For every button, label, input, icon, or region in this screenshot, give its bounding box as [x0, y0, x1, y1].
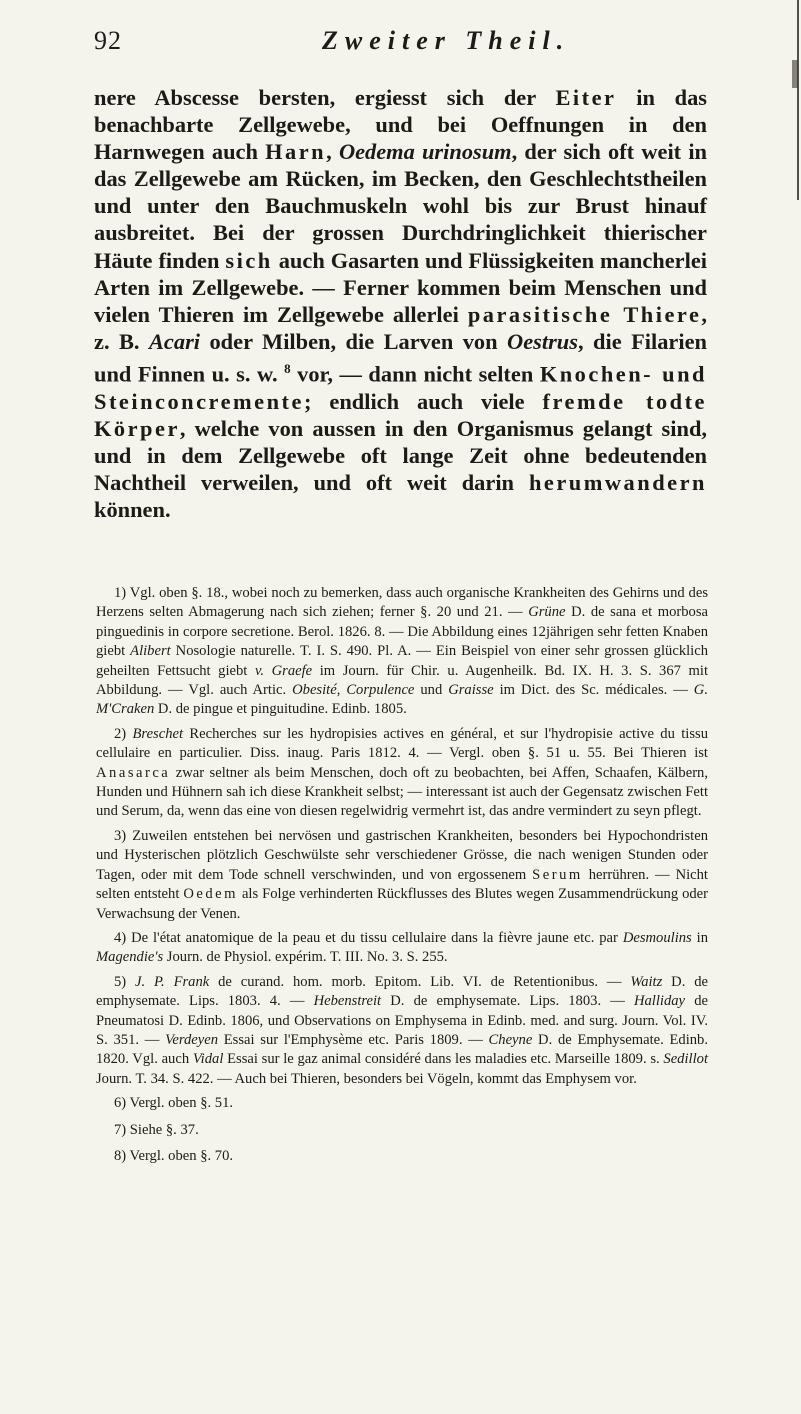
text-run: zwar seltner als beim Menschen, doch oft zu beobachten, bei Affen, Schaafen, Kälbern, Hunden und Hühnern sah ich diese Krankheit selbst; — interessant ist auch der Gegensatz zwischen Fett und Serum, da, wenn das eine von diesen regelwidrig vermehrt ist, das andre vermindert zu seyn pflegt. — [96, 764, 708, 820]
italic-term: Waitz — [630, 973, 663, 990]
italic-term: G. M'Craken — [96, 682, 708, 718]
footnotes — [96, 584, 708, 1173]
italic-term: Obesité — [292, 682, 337, 699]
text-run: 6) Vergl. oben §. 51. — [114, 1095, 234, 1112]
footnote — [96, 973, 708, 1089]
text-run: , — [336, 682, 347, 699]
text-run: 5) — [114, 973, 136, 990]
text-run: Essai sur le gaz animal considéré dans les maladies etc. Marseille 1809. s. — [223, 1051, 664, 1068]
italic-term: v. Graefe — [254, 662, 313, 679]
text-run: und — [414, 682, 449, 699]
text-run: Nosologie naturelle. T. I. S. 490. Pl. A. — Ein Beispiel von einer sehr grossen glücklich geheilten Fettsucht giebt — [96, 643, 708, 679]
page-edge-mark — [792, 60, 798, 88]
italic-term: Grüne — [528, 604, 566, 621]
text-run: 3) Zuweilen entstehen bei nervösen und gastrischen Krankheiten, besonders bei Hypochondristen und Hysterischen plötzlich Geschwülste sehr verschiedener Grösse, die nach wenigen Stunden oder Tagen, oder mit dem Tode schnell verschwinden, und von ergossenem — [96, 827, 708, 883]
body-paragraph — [94, 84, 707, 523]
italic-term: Vidal — [192, 1051, 224, 1068]
text-run: 2) — [114, 725, 133, 742]
footnote — [96, 1094, 708, 1113]
emphasized-term: sich — [225, 247, 273, 273]
footnote — [96, 827, 708, 924]
text-run: herrühren. — Nicht selten entsteht — [96, 866, 708, 903]
italic-term: Cheyne — [488, 1031, 533, 1048]
text-run: im Journ. für Chir. u. Augenheilk. Bd. IX. H. 3. S. 367 mit Abbildung. — Vgl. auch Artic. — [96, 662, 709, 699]
emphasized-term: herumwandern — [528, 469, 707, 495]
text-run: 7) Siehe §. 37. — [114, 1121, 199, 1138]
text-run: auch Gasarten und Flüssigkeiten mancherlei Arten im Zellgewebe. — Ferner kommen beim Menschen und vielen Thieren im Zellgewebe allerlei — [94, 247, 707, 327]
page-header — [94, 26, 694, 66]
running-head: Zweiter Theil. — [322, 26, 571, 55]
footnote-ref: 8 — [284, 360, 291, 376]
text-run: D. de emphysemate. Lips. 1803. — — [381, 993, 634, 1010]
italic-term: Oedema urinosum — [338, 139, 512, 165]
text-run: D. de emphysemate. Lips. 1803. 4. — — [96, 973, 708, 1010]
text-run: nere Abscesse bersten, ergiesst sich der — [94, 85, 556, 110]
text-run: , — [326, 139, 339, 165]
italic-term: Alibert — [130, 643, 171, 660]
text-run: vor, — dann nicht selten — [290, 361, 540, 387]
italic-term: Graisse — [448, 682, 494, 699]
text-run: de Pneumatosi D. Edinb. 1806, und Observations on Emphysema in Edinb. med. and surg. Journ. Vol. IV. S. 351. — — [96, 993, 708, 1048]
main-text — [94, 84, 707, 523]
page-edge-shadow — [797, 0, 799, 200]
text-run: D. de sana et morbosa pinguedinis in corpore secretione. Berol. 1826. 8. — Die Abbildung eines 12jährigen sehr fetten Knaben giebt — [96, 604, 708, 660]
italic-term: Sedillot — [663, 1051, 708, 1068]
italic-term: Desmoulins — [622, 929, 692, 946]
italic-term: J. P. Frank — [135, 973, 210, 990]
emphasized-term: Eiter — [555, 85, 617, 110]
italic-term: Acari — [149, 328, 201, 354]
emphasized-term: Knochen- und Steinconcremente — [94, 361, 707, 414]
emphasized-term: Anasarca — [96, 764, 171, 781]
italic-term: Halliday — [633, 993, 686, 1010]
text-run: als Folge verhinderten Rückflusses des Blutes wegen Zusammendrückung oder Verwachsung der Venen. — [96, 886, 708, 922]
text-run: Journ. T. 34. S. 422. — Auch bei Thieren, besonders bei Vögeln, kommt das Emphysem vor. — [96, 1070, 637, 1087]
text-run: , z. B. — [94, 301, 707, 354]
text-run: im Dict. des Sc. médicales. — — [493, 682, 694, 699]
italic-term: Corpulence — [346, 682, 415, 699]
emphasized-term: parasitische Thiere — [467, 301, 702, 327]
footnote — [96, 929, 708, 968]
text-run: Recherches sur les hydropisies actives en général, et sur l'hydropisie active du tissu cellulaire en particulier. Diss. inaug. Paris 1812. 4. — Vergl. oben §. 51 u. 55. Bei Thieren ist — [96, 725, 708, 762]
italic-term: Oestrus — [507, 328, 578, 354]
text-run: D. de pingue et pinguitudine. Edinb. 1805. — [154, 701, 407, 718]
text-run: Essai sur l'Emphysème etc. Paris 1809. — — [218, 1031, 489, 1048]
text-run: 4) De l'état anatomique de la peau et du tissu cellulaire dans la fièvre jaune etc. par — [114, 929, 623, 946]
footnote — [96, 584, 708, 720]
footnote — [96, 1121, 708, 1140]
text-run: 8) Vergl. oben §. 70. — [114, 1147, 234, 1164]
footnote — [96, 725, 708, 822]
italic-term: Breschet — [132, 725, 184, 742]
text-run: in — [691, 929, 709, 946]
text-run: 1) Vgl. oben §. 18., wobei noch zu bemerken, dass auch organische Krankheiten des Gehirns und des Herzens selten Abmagerung nach sich ziehen; ferner §. 20 und 21. — — [96, 585, 708, 621]
page-number: 92 — [94, 26, 122, 55]
italic-term: Magendie's — [96, 949, 164, 966]
emphasized-term: Harn — [265, 139, 327, 165]
italic-term: Hebenstreit — [313, 993, 382, 1010]
emphasized-term: fremde todte Körper — [94, 388, 707, 441]
text-run: Journ. de Physiol. expérim. T. III. No. 3. S. 255. — [163, 949, 448, 966]
text-run: , welche von aussen in den Organismus gelangt sind, und in dem Zellgewebe oft lange Zeit ohne bedeutenden Nachtheil verweilen, und oft weit darin — [94, 415, 707, 495]
text-run: , die Filarien und Finnen u. s. w. — [94, 328, 707, 387]
text-run: oder Milben, die Larven von — [200, 328, 508, 354]
emphasized-term: Oedem — [183, 886, 238, 903]
italic-term: Verdeyen — [165, 1031, 219, 1048]
text-run: , der sich oft weit in das Zellgewebe am Rücken, im Becken, den Geschlechtstheilen und unter den Bauchmuskeln wohl bis zur Brust hinauf ausbreitet. Bei der grossen Durchdringlichkeit thierischer Häute finden — [94, 139, 707, 273]
text-run: de curand. hom. morb. Epitom. Lib. VI. de Retentionibus. — — [209, 973, 631, 990]
text-run: D. de Emphysemate. Edinb. 1820. Vgl. auch — [96, 1031, 708, 1068]
emphasized-term: Serum — [532, 866, 583, 883]
text-run: ; endlich auch viele — [303, 388, 543, 414]
text-run: in das benachbarte Zellgewebe, und bei Oeffnungen in den Harnwegen auch — [94, 85, 707, 165]
text-run: können. — [94, 496, 171, 522]
footnote — [96, 1147, 708, 1166]
